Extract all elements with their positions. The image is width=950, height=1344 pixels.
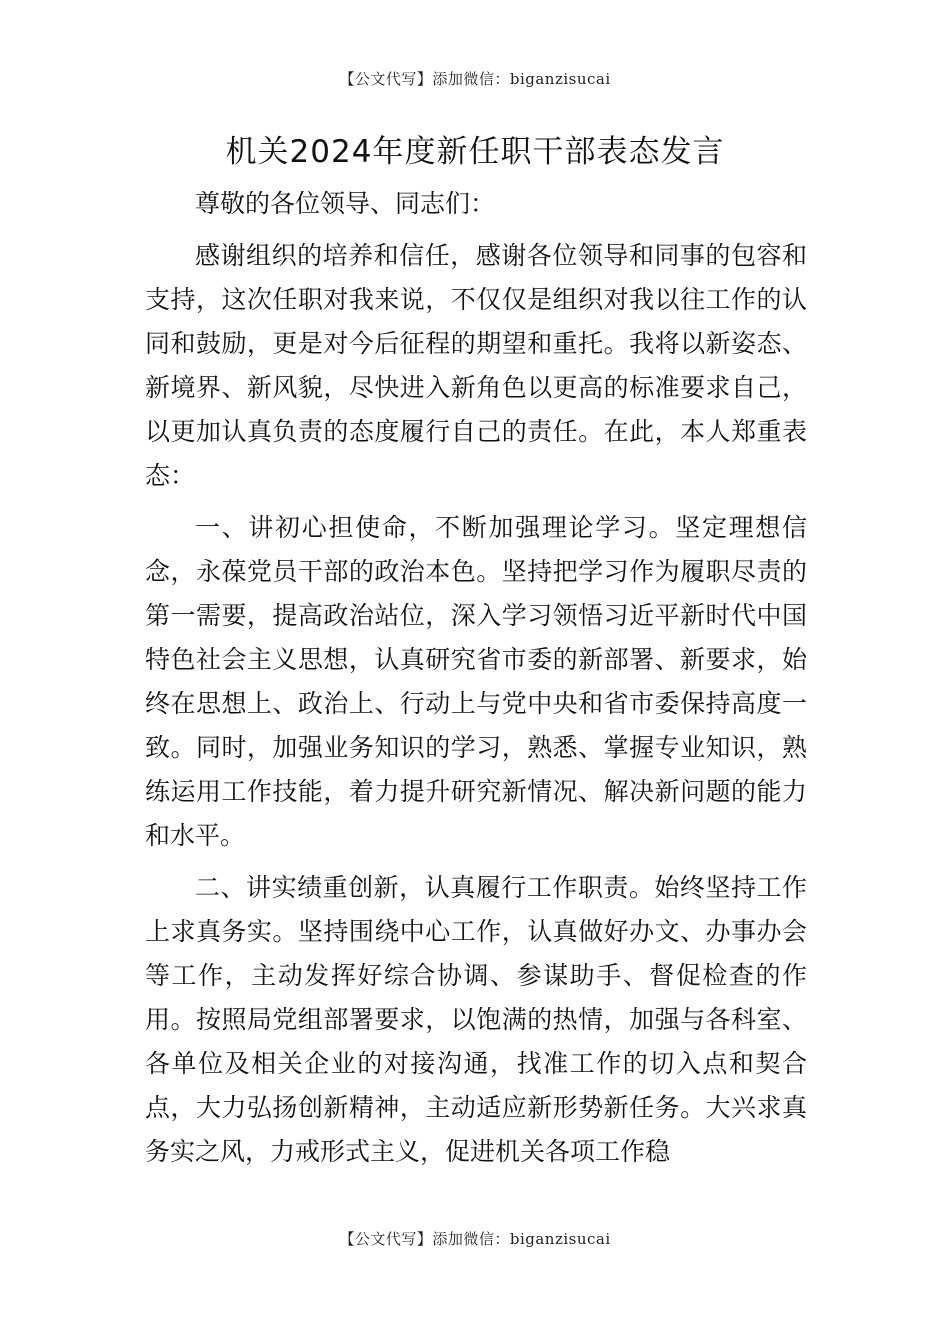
paragraph-point-one: 一、讲初心担使命，不断加强理论学习。坚定理想信念，永葆党员干部的政治本色。坚持把学习作为履职尽责的第一需要，提高政治站位，深入学习领悟习近平新时代中国特色社会主义思想，认真研究省市委的新部署、新要求，始终在思想上、政治上、行动上与党中央和省市委保持高度一致。同时，加强业务知识的学习，熟悉、掌握专业知识，熟练运用工作技能，着力提升研究新情况、解决新问题的能力和水平。 xyxy=(145,513,807,850)
document-title: 机关2024年度新任职干部表态发言 xyxy=(225,134,725,170)
paragraph-intro: 感谢组织的培养和信任，感谢各位领导和同事的包容和支持，这次任职对我来说，不仅仅是组织对我以往工作的认同和鼓励，更是对今后征程的期望和重托。我将以新姿态、新境界、新风貌，尽快进入新角色以更高的标准要求自己，以更加认真负责的态度履行自己的责任。在此，本人郑重表态： xyxy=(145,241,807,490)
paragraph-point-two: 二、讲实绩重创新，认真履行工作职责。始终坚持工作上求真务实。坚持围绕中心工作，认真做好办文、办事办会等工作，主动发挥好综合协调、参谋助手、督促检查的作用。按照局党组部署要求，以饱满的热情，加强与各科室、各单位及相关企业的对接沟通，找准工作的切入点和契合点，大力弘扬创新精神，主动适应新形势新任务。大兴求真务实之风，力戒形式主义，促进机关各项工作稳 xyxy=(145,873,807,1166)
header-watermark: 【公文代写】添加微信：biganzisucai xyxy=(339,70,611,88)
document-body xyxy=(145,182,807,1182)
footer-watermark: 【公文代写】添加微信：biganzisucai xyxy=(339,1230,611,1248)
salutation: 尊敬的各位领导、同志们： xyxy=(195,189,496,218)
